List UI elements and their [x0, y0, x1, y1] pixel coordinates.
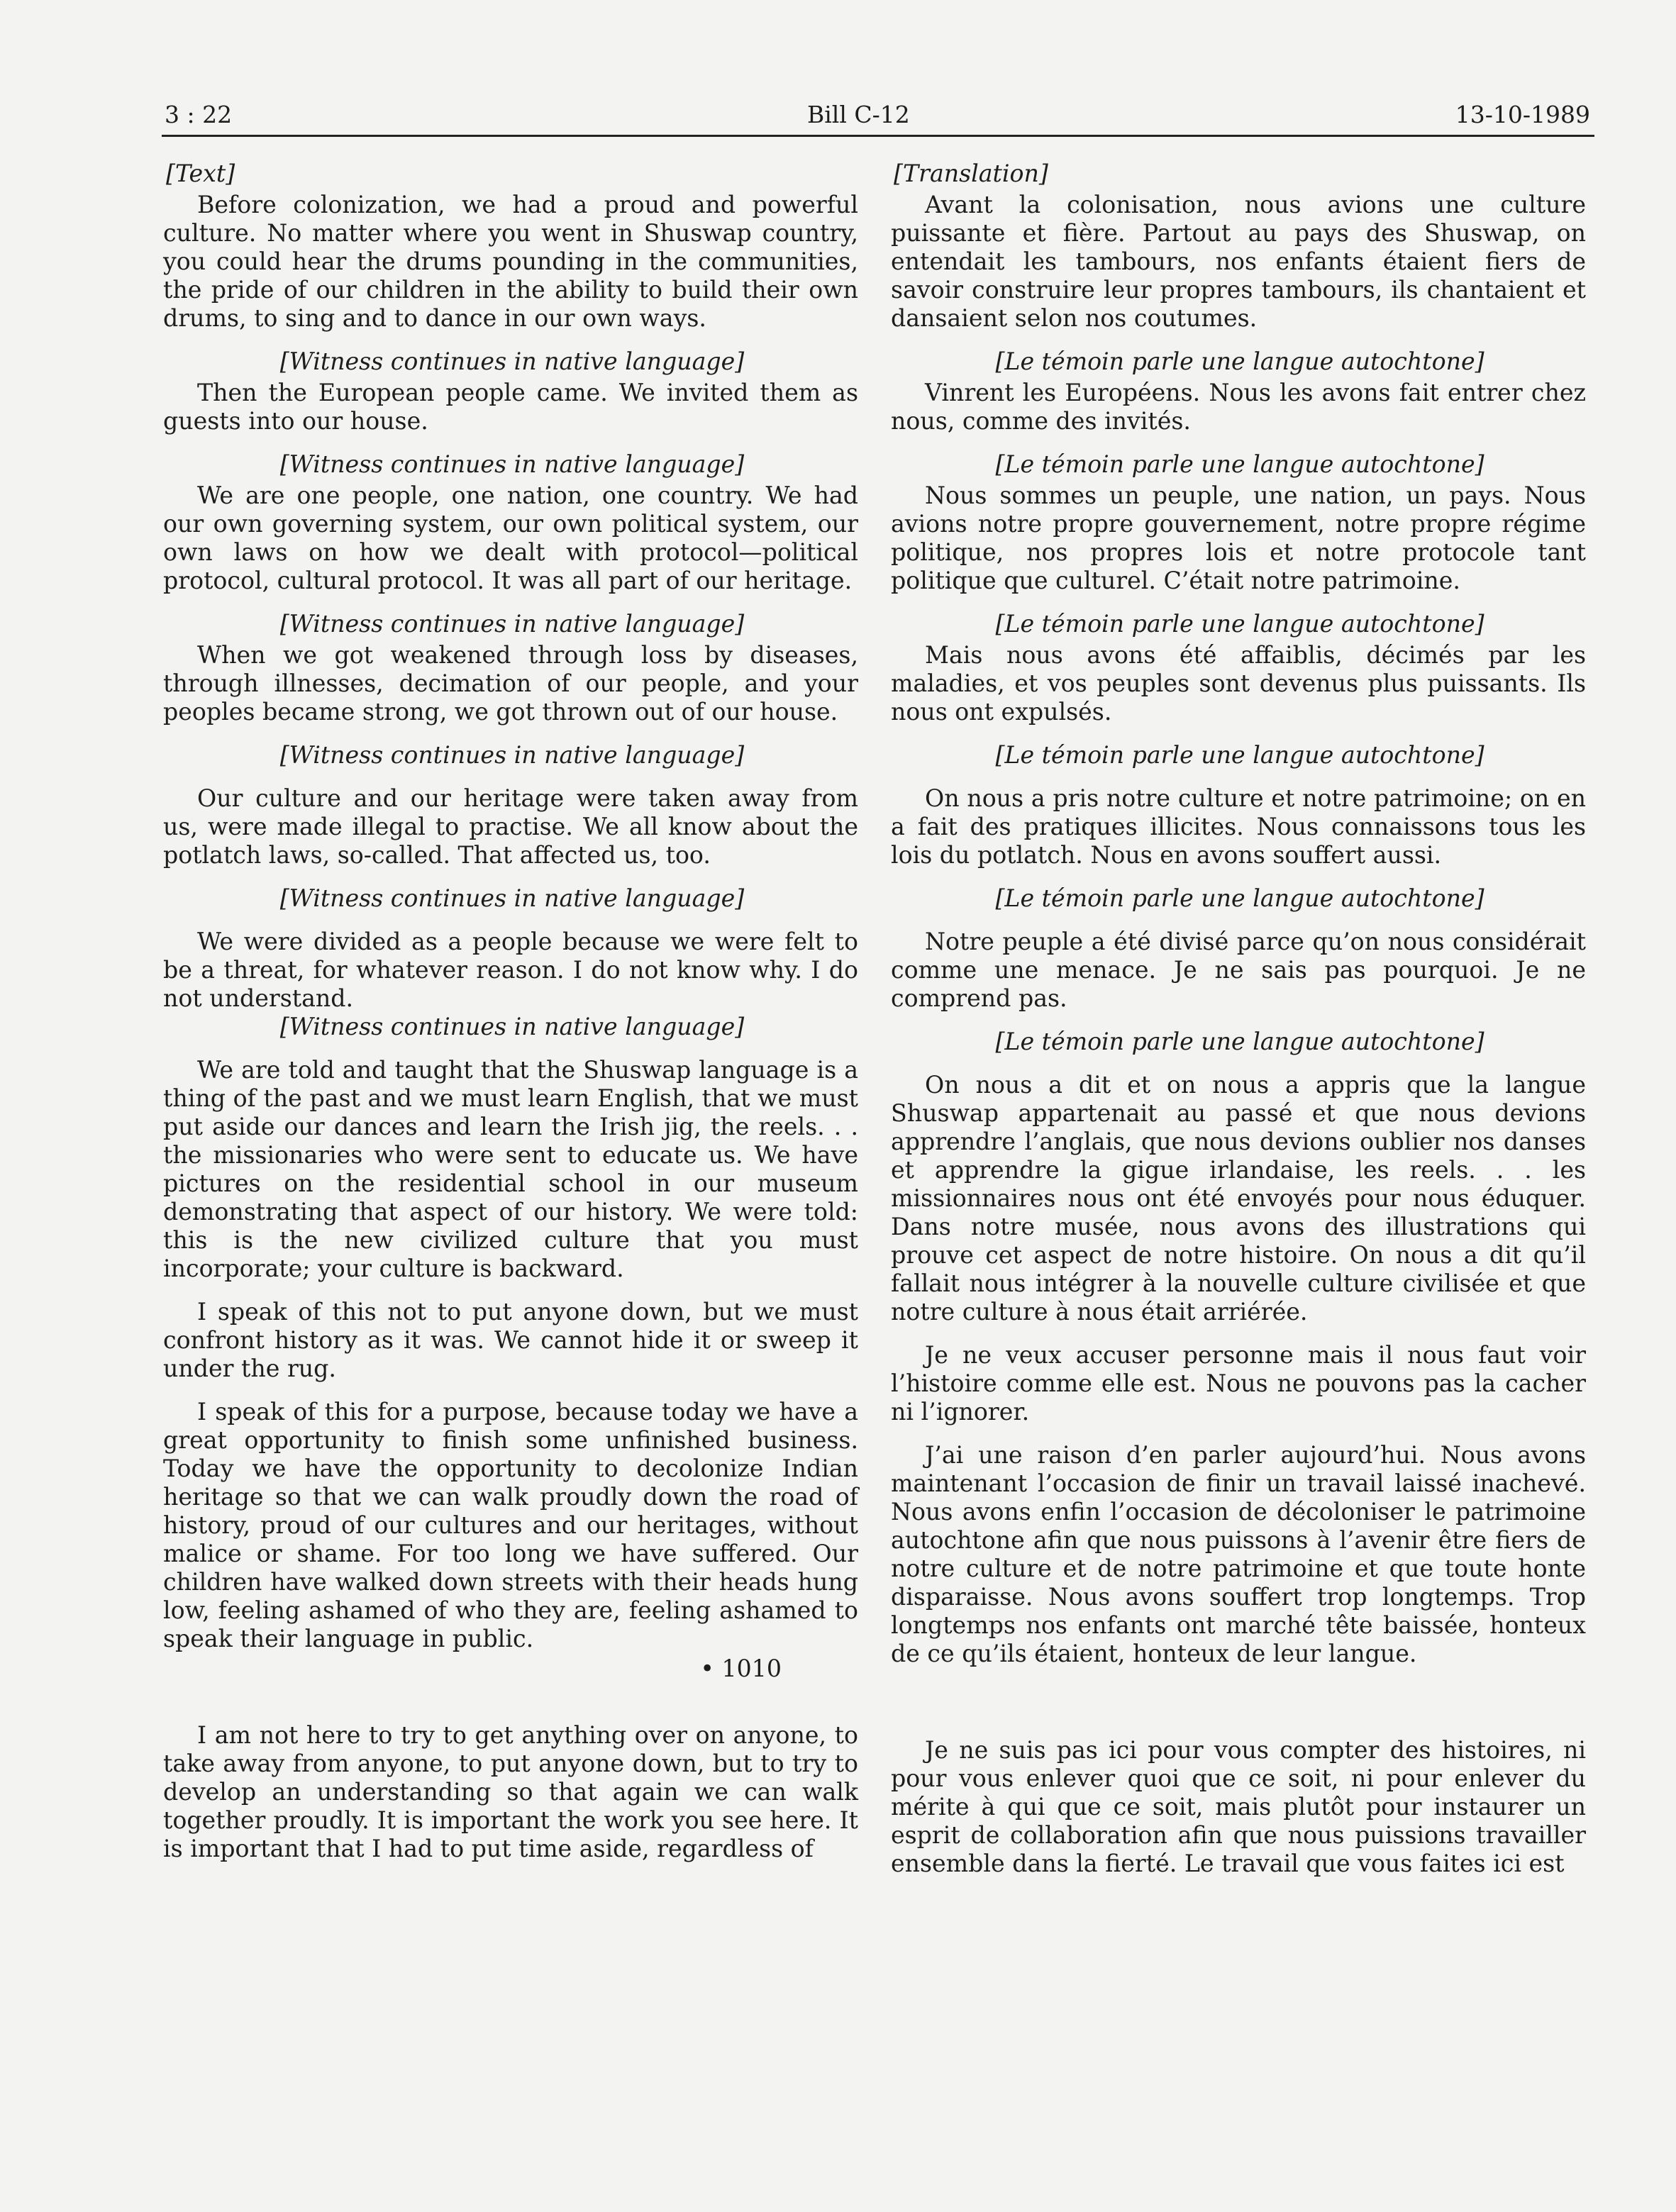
paragraph: Then the European people came. We invited them as guests into our house. — [163, 379, 858, 435]
english-column — [163, 160, 858, 1863]
meeting-date: 13-10-1989 — [1455, 101, 1590, 128]
witness-note: [Le témoin parle une langue autochtone] — [995, 450, 1484, 478]
paragraph: Mais nous avons été affaiblis, décimés par les maladies, et vos peuples sont devenus plus puissants. Ils nous ont expulsés. — [891, 641, 1586, 726]
witness-note: [Witness continues in native language] — [279, 610, 745, 638]
translation-label: [Translation] — [894, 160, 1048, 187]
french-column — [891, 160, 1586, 1878]
paragraph: We are one people, one nation, one country. We had our own governing system, our own political system, our own laws on how we dealt with protocol—political protocol, cultural protocol. It was all part of our heritage. — [163, 482, 858, 594]
witness-note: [Le témoin parle une langue autochtone] — [995, 610, 1484, 638]
paragraph: I speak of this for a purpose, because today we have a great opportunity to finish some unfinished business. Today we have the opportunity to decolonize Indian heritage so that we can walk proudly down the road of history, proud of our cultures and our heritages, without malice or shame. For too long we have suffered. Our children have walked down streets with their heads hung low, feeling ashamed of who they are, feeling ashamed to speak their language in public. — [163, 1398, 858, 1652]
witness-note: [Witness continues in native language] — [279, 348, 745, 375]
paragraph: I speak of this not to put anyone down, but we must confront history as it was. We cannot hide it or sweep it under the rug. — [163, 1298, 858, 1382]
witness-note: [Le témoin parle une langue autochtone] — [995, 1028, 1484, 1055]
paragraph: Before colonization, we had a proud and powerful culture. No matter where you went in Shuswap country, you could hear the drums pounding in the communities, the pride of our children in the ability to build their own drums, to sing and to dance in our own ways. — [163, 191, 858, 332]
witness-note: [Witness continues in native language] — [279, 450, 745, 478]
paragraph: J’ai une raison d’en parler aujourd’hui. Nous avons maintenant l’occasion de finir un travail laissé inachevé. Nous avons enfin l’occasion de décoloniser le patrimoine autochtone afin que nous puissons à l’avenir être fiers de notre culture et de notre patrimoine et que toute honte disparaisse. Nous avons souffert trop longtemps. Trop longtemps nos enfants ont marché tête baissée, honteux de ce qu’ils étaient, honteux de leur langue. — [891, 1441, 1586, 1667]
paragraph: We are told and taught that the Shuswap language is a thing of the past and we must learn English, that we must put aside our dances and learn the Irish jig, the reels. . . the missionaries who were sent to educate us. We have pictures on the residential school in our museum demonstrating that aspect of our history. We were told: this is the new civilized culture that you must incorporate; your culture is backward. — [163, 1056, 858, 1282]
paragraph: I am not here to try to get anything over on anyone, to take away from anyone, to put anyone down, but to try to develop an understanding so that again we can walk together proudly. It is important the work you see here. It is important that I had to put time aside, regardless of — [163, 1721, 858, 1862]
paragraph: When we got weakened through loss by diseases, through illnesses, decimation of our people, and your peoples became strong, we got thrown out of our house. — [163, 641, 858, 726]
page-number: 3 : 22 — [165, 101, 233, 128]
witness-note: [Witness continues in native language] — [279, 1013, 745, 1040]
paragraph: Nous sommes un peuple, une nation, un pays. Nous avions notre propre gouvernement, notre propre régime politique, nos propres lois et notre protocole tant politique que culturel. C’était notre patrimoine. — [891, 482, 1586, 594]
paragraph: Je ne veux accuser personne mais il nous faut voir l’histoire comme elle est. Nous ne pouvons pas la cacher ni l’ignorer. — [891, 1341, 1586, 1425]
paragraph: Vinrent les Européens. Nous les avons fait entrer chez nous, comme des invités. — [891, 379, 1586, 435]
witness-note: [Le témoin parle une langue autochtone] — [995, 884, 1484, 912]
bill-title: Bill C-12 — [807, 101, 910, 128]
witness-note: [Le témoin parle une langue autochtone] — [995, 741, 1484, 769]
paragraph: Avant la colonisation, nous avions une culture puissante et fière. Partout au pays des Shuswap, on entendait les tambours, nos enfants étaient fiers de savoir construire leur propres tambours, ils chantaient et dansaient selon nos coutumes. — [891, 191, 1586, 332]
paragraph: Notre peuple a été divisé parce qu’on nous considérait comme une menace. Je ne sais pas pourquoi. Je ne comprend pas. — [891, 928, 1586, 1012]
witness-note: [Witness continues in native language] — [279, 884, 745, 912]
paragraph: On nous a dit et on nous a appris que la langue Shuswap appartenait au passé et que nous devions apprendre l’anglais, que nous devions oublier nos danses et apprendre la gigue irlandaise, les reels. . . les missionnaires nous ont été envoyés pour nous éduquer. Dans notre musée, nous avons des illustrations qui prouve cet aspect de notre histoire. On nous a dit qu’il fallait nous intégrer à la nouvelle culture civilisée et que notre culture à nous était arriérée. — [891, 1071, 1586, 1325]
paragraph: On nous a pris notre culture et notre patrimoine; on en a fait des pratiques illicites. Nous connaissons tous les lois du potlatch. Nous en avons souffert aussi. — [891, 784, 1586, 869]
time-marker: • 1010 — [700, 1655, 782, 1682]
witness-note: [Witness continues in native language] — [279, 741, 745, 769]
paragraph: Our culture and our heritage were taken away from us, were made illegal to practise. We all know about the potlatch laws, so-called. That affected us, too. — [163, 784, 858, 869]
text-label: [Text] — [166, 160, 235, 187]
witness-note: [Le témoin parle une langue autochtone] — [995, 348, 1484, 375]
page-header — [162, 99, 1594, 137]
paragraph: Je ne suis pas ici pour vous compter des histoires, ni pour vous enlever quoi que ce soit, ni pour enlever du mérite à qui que ce soit, mais plutôt pour instaurer un esprit de collaboration afin que nous puissions travailler ensemble dans la fierté. Le travail que vous faites ici est — [891, 1736, 1586, 1877]
paragraph: We were divided as a people because we were felt to be a threat, for whatever reason. I do not know why. I do not understand. — [163, 928, 858, 1012]
